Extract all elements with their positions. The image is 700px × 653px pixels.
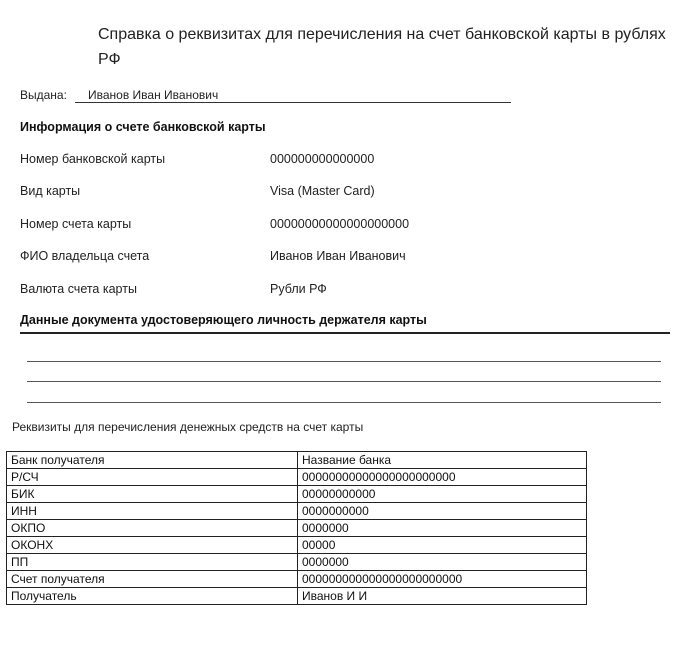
account-holder-value: Иванов Иван Иванович [270, 249, 406, 263]
table-row [7, 486, 587, 503]
issued-to-underline [75, 102, 511, 103]
requisite-label: ОКОНХ [7, 537, 298, 554]
card-type-value: Visa (Master Card) [270, 184, 375, 198]
issued-to-label: Выдана: [20, 88, 67, 102]
card-account-value: 00000000000000000000 [270, 217, 410, 231]
requisite-value: 00000000000 [298, 486, 587, 503]
requisite-label: БИК [7, 486, 298, 503]
requisite-label: ОКПО [7, 520, 298, 537]
id-document-heading: Данные документа удостоверяющего личность держателя карты [20, 313, 427, 327]
account-holder-label: ФИО владельца счета [20, 249, 150, 263]
document-title: Справка о реквизитах для перечисления на счет банковской карты в рублях РФ [98, 26, 666, 68]
table-row [7, 554, 587, 571]
requisite-value: 0000000000 [298, 503, 587, 520]
requisite-value: 0000000 [298, 520, 587, 537]
section-divider [20, 332, 670, 334]
requisite-label: Банк получателя [7, 452, 298, 469]
requisite-value: 00000 [298, 537, 587, 554]
card-info-heading: Информация о счете банковской карты [20, 120, 266, 134]
card-type-label: Вид карты [20, 184, 81, 198]
requisite-label: Счет получателя [7, 571, 298, 588]
requisite-label: Получатель [7, 588, 298, 605]
card-account-label: Номер счета карты [20, 217, 132, 231]
requisites-title: Реквизиты для перечисления денежных средств на счет карты [12, 420, 364, 434]
table-row [7, 520, 587, 537]
table-row [7, 503, 587, 520]
id-document-line-3 [27, 402, 661, 403]
account-currency-value: Рубли РФ [270, 282, 327, 296]
card-number-value: 000000000000000 [270, 152, 375, 166]
requisite-label: Р/СЧ [7, 469, 298, 486]
table-row [7, 537, 587, 554]
requisite-value: 0000000 [298, 554, 587, 571]
requisite-value: 00000000000000000000000 [298, 469, 587, 486]
table-row [7, 469, 587, 486]
requisites-table [6, 451, 587, 605]
id-document-line-1 [27, 361, 661, 362]
account-currency-label: Валюта счета карты [20, 282, 137, 296]
issued-to-value: Иванов Иван Иванович [88, 88, 219, 102]
requisite-label: ИНН [7, 503, 298, 520]
requisite-value: Иванов И И [298, 588, 587, 605]
id-document-line-2 [27, 381, 661, 382]
table-row [7, 452, 587, 469]
table-row [7, 571, 587, 588]
requisite-value: 000000000000000000000000 [298, 571, 587, 588]
card-number-label: Номер банковской карты [20, 152, 166, 166]
requisite-label: ПП [7, 554, 298, 571]
table-row [7, 588, 587, 605]
requisite-value: Название банка [298, 452, 587, 469]
